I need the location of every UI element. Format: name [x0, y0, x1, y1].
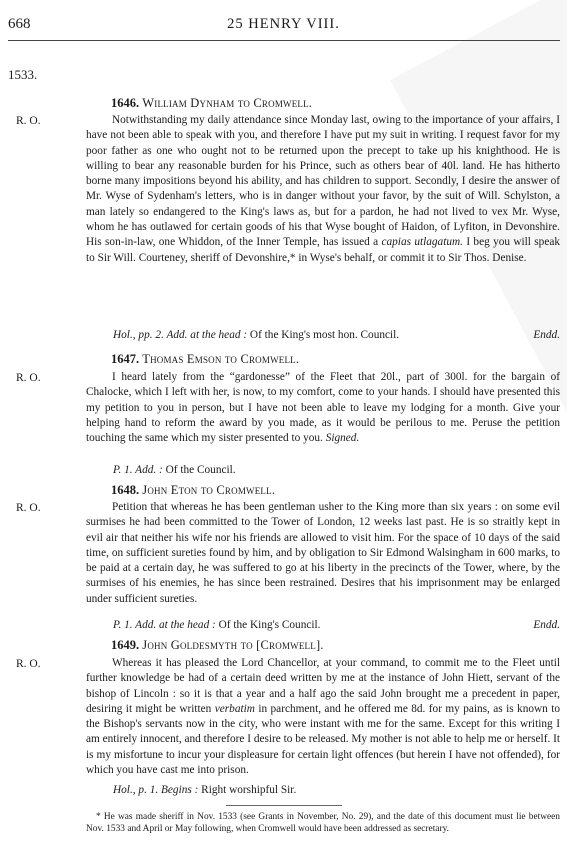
endnote-endorsement: Endd. — [533, 619, 560, 631]
margin-reference: R. O. — [16, 502, 41, 514]
endnote-text: Right worshipful Sir. — [198, 784, 297, 796]
endnote-text: Of the Council. — [162, 464, 236, 476]
entry-heading — [111, 96, 312, 111]
body-text-main: Whereas it has pleased the Lord Chancellor, at your command, to commit me to the Fleet until further knowledge be had of a certain deed written by me at the instance of John Hiett, servant of the bishop of Lincoln : so it is that a year and a half ago the said John brought me a precedent in paper, desiring it might be written — [86, 657, 560, 715]
body-text-italic: verbatim — [214, 702, 255, 715]
page-number: 668 — [8, 16, 31, 32]
endnote-text: Of the King's most hon. Council. — [247, 329, 400, 341]
endnote-text: Of the King's Council. — [215, 619, 321, 631]
entry-endnote — [113, 463, 560, 478]
entry-endnote — [113, 783, 560, 798]
margin-reference: R. O. — [16, 658, 41, 670]
header-rule — [8, 40, 560, 41]
endnote-italic: P. 1. Add. : — [113, 464, 163, 476]
entry-title: John Goldesmyth to [Cromwell]. — [142, 638, 324, 652]
body-text-italic: Signed. — [325, 432, 360, 445]
entry-title: John Eton to Cromwell. — [142, 483, 276, 497]
body-text-italic: capias utlagatum. — [381, 236, 463, 249]
footnote: * He was made sheriff in Nov. 1533 (see Grants in November, No. 29), and the date of this document must lie between Nov. 1533 and April or May following, when Cromwell would have been addressed as secretary. — [86, 812, 560, 834]
footnote-rule — [226, 805, 342, 806]
body-text-main: I heard lately from the “gardonesse” of the Fleet that 20l., part of 300l. for the bargain of Chalocke, which I left with her, is now, to my comfort, come to your hands. I should have presented this my petition to you in person, but I have not been able to leave my lodging for a month. Give your helping hand to reform the award by you made, as it would be perilous to me. Peruse the petition touching the same which my sister presented to you. — [86, 371, 560, 445]
entry-endnote — [113, 618, 560, 633]
endnote-endorsement: Endd. — [533, 329, 560, 341]
entry-number: 1648. — [111, 483, 140, 497]
entry-number: 1647. — [111, 352, 140, 366]
entry-number: 1649. — [111, 638, 140, 652]
body-text-main: Petition that whereas he has been gentleman usher to the King more than six years : on some evil surmises he had been committed to the Tower of London, 12 weeks last past. He is so straitly kept in evil air that neither his wife nor his friends are allowed to visit him. For the space of 10 days of the said time, on sufficient sureties found by him, and by obligation to Sir Edmond Walsingham in 600 marks, to be paid at a certain day, he was suffered to go at his liberty in the precincts of the Tower, where, by the surmises of his enemies, he has since been restrained. Desires that his imprisonment may be enlarged under sufficient sureties. — [86, 501, 560, 605]
endnote-italic: Hol., p. 1. Begins : — [113, 784, 199, 796]
running-title: 25 HENRY VIII. — [227, 16, 340, 32]
entry-heading — [111, 638, 324, 653]
entry-heading — [111, 352, 299, 367]
body-text-continued: in parchment, and he offered me 8d. for my pains, as is known to the Bishop's servants now in the city, who were instant with me for the same. Except for this writing I am entirely innocent, and therefore I desire to be released. My mother is not able to help me or herself. It is my misfortune to incur your displeasure for certain light offences (but herein I have not offended), for which you have cast me into prison. — [86, 702, 560, 777]
entry-title: William Dynham to Cromwell. — [142, 96, 313, 110]
entry-body — [86, 370, 560, 446]
body-text-main: Notwithstanding my daily attendance since Monday last, owing to the importance of your affairs, I have not been able to speak with you, and therefore I have put my suit in writing. I request favor for my poor father as one who ought not to be returned upon the precept to take up his knighthood. He is willing to bear any reasonable burden for his Prince, such as others bear of 40l. land. He has hitherto borne many impositions beyond his ability, and has children to support. Secondly, I desire the answer of Mr. Wyse of Sydenham's letters, who is in danger without your favor, by the suit of Will. Schylston, a man lately so endangered to the King's laws as, but for a pardon, he had not lived to vex Mr. Wyse, whom he has outlawed for certain goods of his that Wyse bought of Haidon, of Lyfiton, in Devonshire. His son-in-law, one Whiddon, of the Inner Temple, has issued a — [86, 114, 560, 249]
entry-body — [86, 113, 560, 266]
endnote-italic: P. 1. Add. at the head : — [113, 619, 216, 631]
margin-reference: R. O. — [16, 372, 41, 384]
entry-endnote — [113, 328, 560, 343]
entry-title: Thomas Emson to Cromwell. — [142, 352, 300, 366]
entry-heading — [111, 483, 275, 498]
margin-reference: R. O. — [16, 115, 41, 127]
entry-body — [86, 656, 560, 778]
endnote-italic: Hol., pp. 2. Add. at the head : — [113, 329, 248, 341]
entry-number: 1646. — [111, 96, 140, 110]
entry-body — [86, 500, 560, 607]
body-text-continued: I beg you will speak to Sir Will. Courteney, sheriff of Devonshire,* in Wyse's behalf, or commit it to Sir Thos. Denise. — [86, 236, 560, 264]
year-marker: 1533. — [8, 67, 38, 82]
